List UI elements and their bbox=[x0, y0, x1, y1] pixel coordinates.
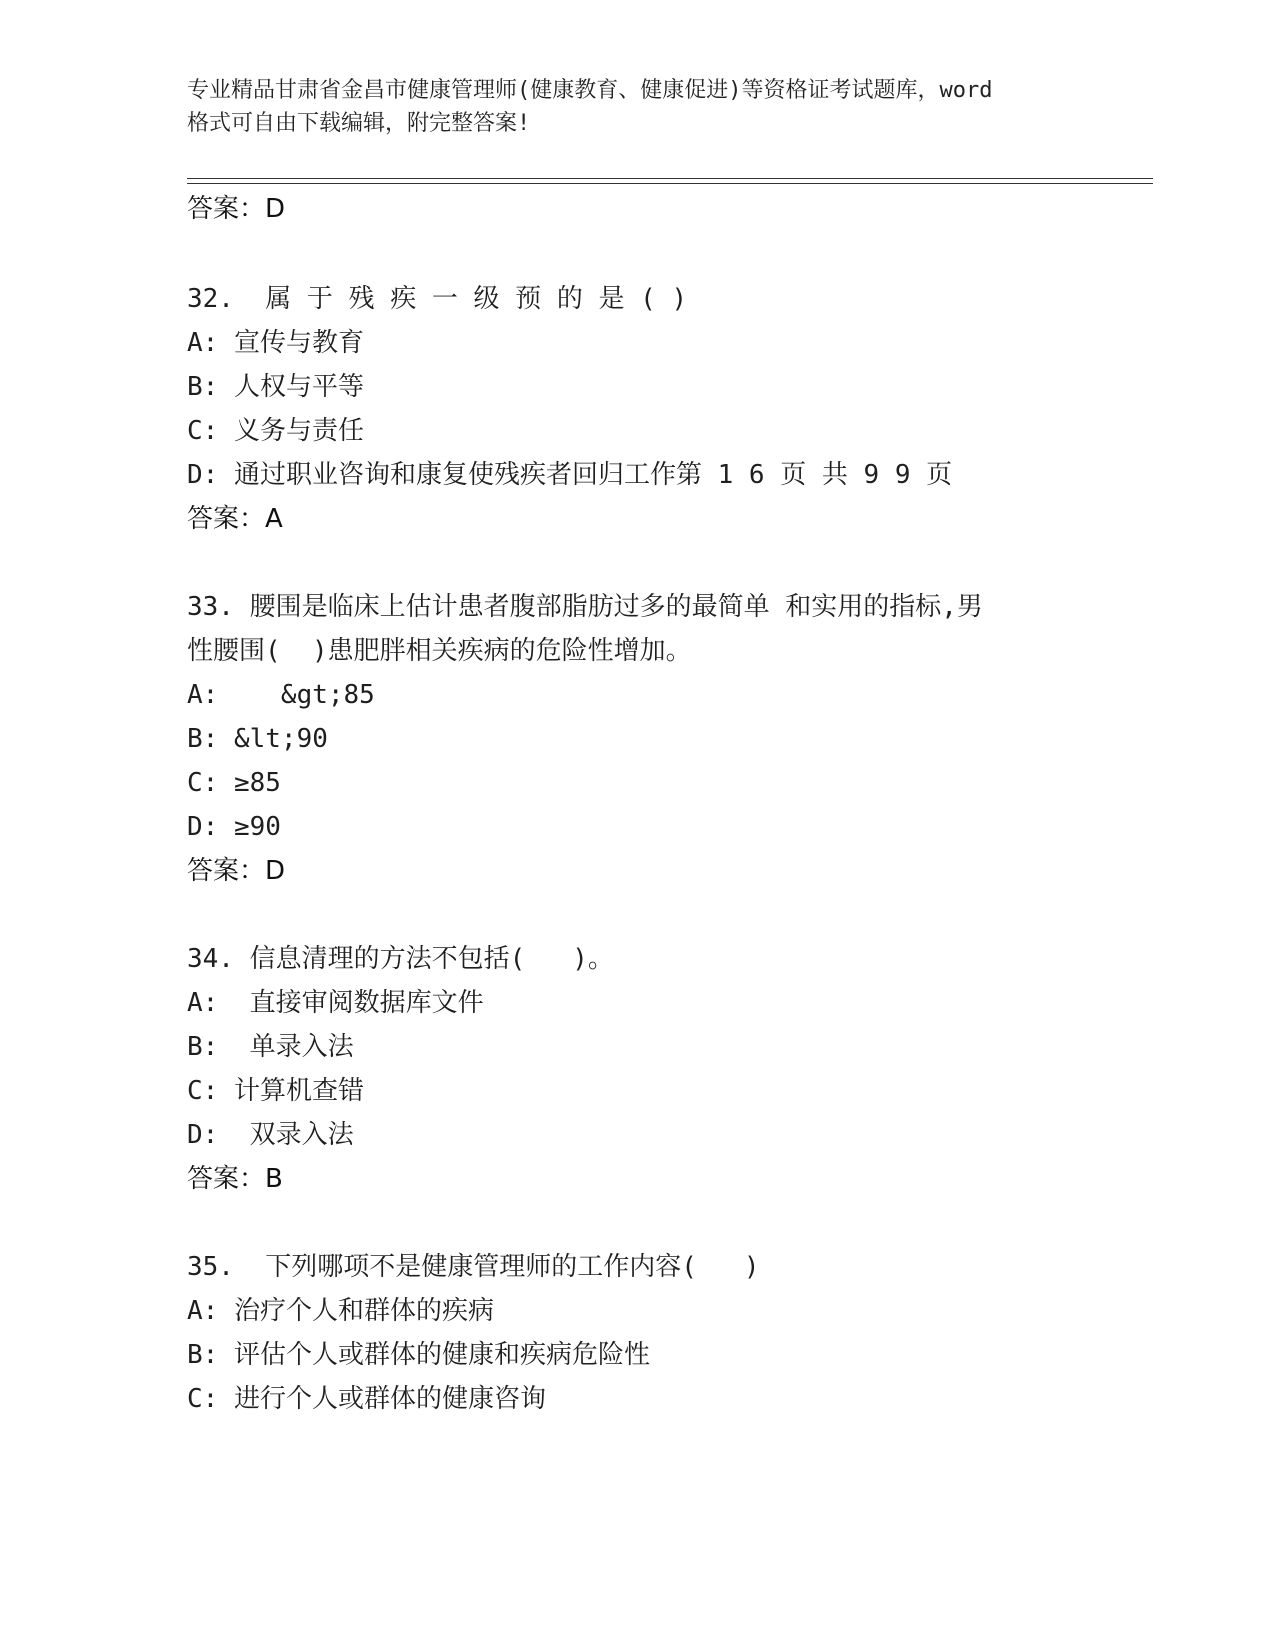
option-d: D: 双录入法 bbox=[187, 1120, 354, 1150]
option-b: B: 人权与平等 bbox=[187, 372, 364, 402]
header-divider-bottom bbox=[187, 183, 1153, 184]
answer: 答案：B bbox=[187, 1164, 283, 1194]
option-a: A: 宣传与教育 bbox=[187, 328, 364, 358]
previous-answer: 答案：D bbox=[187, 194, 286, 224]
option-a: A: &gt;85 bbox=[187, 680, 375, 710]
option-d: D: ≥90 bbox=[187, 812, 281, 842]
option-a: A: 治疗个人和群体的疾病 bbox=[187, 1296, 494, 1326]
option-a: A: 直接审阅数据库文件 bbox=[187, 988, 484, 1018]
option-c: C: 义务与责任 bbox=[187, 416, 364, 446]
answer: 答案：D bbox=[187, 856, 286, 886]
document-header bbox=[187, 74, 1087, 140]
question-text-line-2: 性腰围( )患肥胖相关疾病的危险性增加。 bbox=[187, 636, 692, 666]
question-text: 35. 下列哪项不是健康管理师的工作内容( ) bbox=[187, 1252, 760, 1282]
option-b: B: 单录入法 bbox=[187, 1032, 354, 1062]
option-d: D: 通过职业咨询和康复使残疾者回归工作第 1 6 页 共 9 9 页 bbox=[187, 460, 953, 490]
question-text-line-1: 33. 腰围是临床上估计患者腹部脂肪过多的最简单 和实用的指标,男 bbox=[187, 592, 983, 622]
question-text: 32. 属 于 残 疾 一 级 预 的 是 ( ) bbox=[187, 284, 688, 314]
option-b: B: &lt;90 bbox=[187, 724, 328, 754]
answer: 答案：A bbox=[187, 504, 283, 534]
option-b: B: 评估个人或群体的健康和疾病危险性 bbox=[187, 1340, 650, 1370]
header-divider-top bbox=[187, 178, 1153, 179]
header-line-1: 专业精品甘肃省金昌市健康管理师(健康教育、健康促进)等资格证考试题库，word bbox=[187, 78, 993, 103]
header-line-2: 格式可自由下载编辑，附完整答案! bbox=[187, 111, 531, 136]
option-c: C: 计算机查错 bbox=[187, 1076, 364, 1106]
option-c: C: ≥85 bbox=[187, 768, 281, 798]
question-text: 34. 信息清理的方法不包括( )。 bbox=[187, 944, 614, 974]
option-c: C: 进行个人或群体的健康咨询 bbox=[187, 1384, 546, 1414]
